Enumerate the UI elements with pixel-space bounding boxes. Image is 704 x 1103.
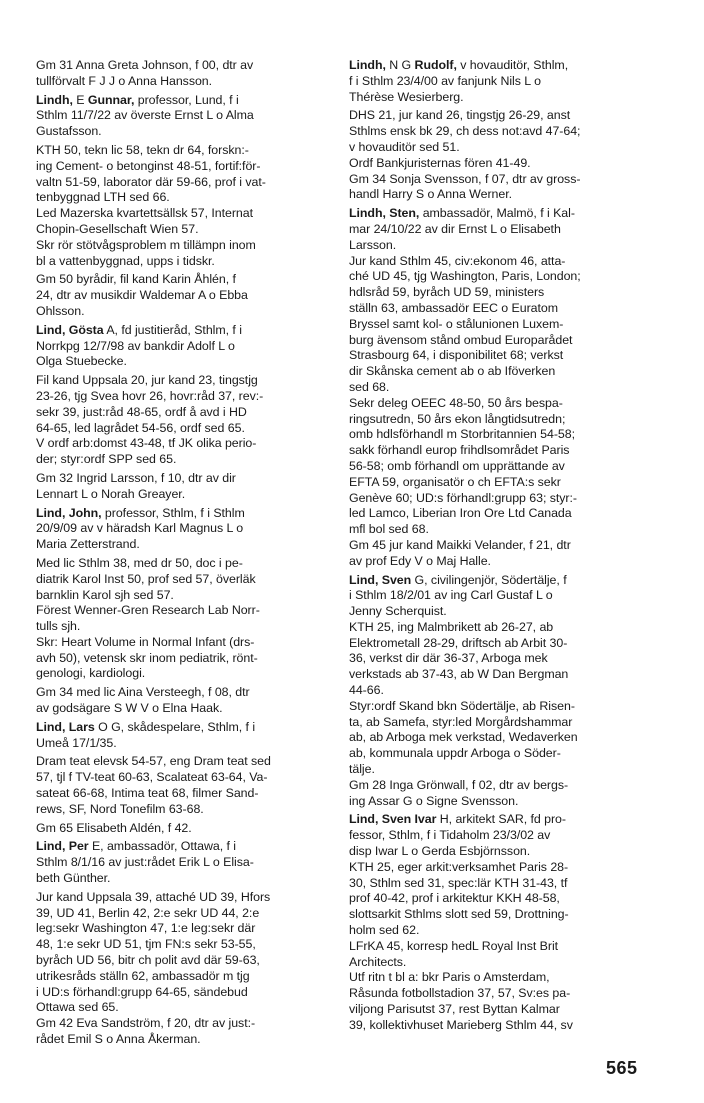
text-line	[349, 891, 645, 907]
text-line	[36, 906, 332, 922]
entry-text: Gm 50 byrådir, fil kand Karin Åhlén, f	[36, 272, 236, 287]
text-line	[36, 685, 332, 701]
text-line	[349, 172, 645, 188]
text-line	[349, 364, 645, 380]
text-line	[349, 844, 645, 860]
text-line	[36, 701, 332, 717]
entry-text: Dram teat elevsk 54-57, eng Dram teat sed	[36, 754, 271, 769]
entry-text: Jenny Scherquist.	[349, 604, 447, 619]
entry-text: Jur kand Sthlm 45, civ:ekonom 46, atta-	[349, 253, 566, 268]
entry-text: Lennart L o Norah Greayer.	[36, 486, 186, 501]
entry-text: av prof Edy V o Maj Halle.	[349, 553, 491, 568]
entry-text: Jur kand Uppsala 39, attaché UD 39, Hfors	[36, 889, 271, 904]
entry-text: EFTA 59, organisatör o ch EFTA:s sekr	[349, 474, 561, 489]
text-line	[349, 554, 645, 570]
text-line	[349, 491, 645, 507]
entry-text: professor, Sthlm, f i Sthlm	[101, 505, 245, 520]
text-line	[36, 506, 332, 522]
text-line	[36, 770, 332, 786]
text-line	[36, 108, 332, 124]
entry-text: mfl bol sed 68.	[349, 522, 429, 537]
text-line	[349, 683, 645, 699]
entry-text: Sthlm 8/1/16 av just:rådet Erik L o Elisa-	[36, 855, 254, 870]
text-line	[349, 667, 645, 683]
entry-text: ställn 63, ambassadör EEC o Euratom	[349, 300, 558, 315]
entry-text: f i Sthlm 23/4/00 av fanjunk Nils L o	[349, 73, 541, 88]
text-line	[349, 443, 645, 459]
entry-text: E, ambassadör, Ottawa, f i	[88, 839, 236, 854]
text-line	[36, 985, 332, 1001]
text-line	[36, 1016, 332, 1032]
entry-text: A, fd justitieråd, Sthlm, f i	[103, 322, 242, 337]
entry-text: Sekr deleg OEEC 48-50, 50 års bespa-	[349, 395, 563, 410]
text-line	[36, 487, 332, 503]
entry-text: i UD:s förhandl:grupp 64-65, sändebud	[36, 984, 248, 999]
entry-text: v hovauditör sed 51.	[349, 139, 460, 154]
text-line	[36, 471, 332, 487]
text-line	[349, 156, 645, 172]
entry-text: burg ävensom stånd ombud Europarådet	[349, 332, 573, 347]
entry-text: 39, kollektivhuset Marieberg Sthlm 44, sv	[349, 1017, 573, 1032]
entry-text: Skr rör stötvågsproblem m tillämpn inom	[36, 237, 256, 252]
entry-text: DHS 21, jur kand 26, tingstjg 26-29, anst	[349, 108, 571, 123]
page-number: 565	[606, 1058, 638, 1078]
text-line	[349, 187, 645, 203]
text-line	[36, 93, 332, 109]
text-line	[349, 522, 645, 538]
text-line	[349, 923, 645, 939]
entry-text: 23-26, tjg Svea hovr 26, hovr:råd 37, rev:-	[36, 388, 264, 403]
text-line	[349, 222, 645, 238]
entry-text: Chopin-Gesellschaft Wien 57.	[36, 221, 199, 236]
entry-text: utrikesråds ställn 62, ambassadör m tjg	[36, 968, 250, 983]
entry-text: tälje.	[349, 762, 375, 777]
entry-text: beth Günther.	[36, 871, 111, 886]
entry-text: Gm 28 Inga Grönwall, f 02, dtr av bergs-	[349, 777, 569, 792]
text-line	[349, 746, 645, 762]
entry-text: Umeå 17/1/35.	[36, 735, 117, 750]
entry-text: KTH 25, ing Malmbrikett ab 26-27, ab	[349, 619, 554, 634]
entry-text: genologi, kardiologi.	[36, 666, 146, 681]
text-line	[36, 937, 332, 953]
text-line	[36, 521, 332, 537]
entry-text: valtn 51-59, laborator där 59-66, prof i vat-	[36, 174, 266, 189]
entry-text: ta, ab Samefa, styr:led Morgårdshammar	[349, 714, 573, 729]
text-line	[349, 1002, 645, 1018]
entry-text: KTH 25, eger arkit:verksamhet Paris 28-	[349, 859, 569, 874]
entry-text: Råsunda fotbollstadion 37, 57, Sv:es pa-	[349, 986, 571, 1001]
entry-text: Gm 31 Anna Greta Johnson, f 00, dtr av	[36, 58, 254, 72]
entry-text: prof 40-42, prof i arkitektur KKH 48-58,	[349, 891, 560, 906]
entry-name: Lind, Per	[36, 839, 89, 854]
right-column	[349, 58, 645, 1034]
text-line	[349, 778, 645, 794]
entry-name: Lindh, Sten,	[349, 206, 420, 221]
text-line	[36, 222, 332, 238]
text-line	[349, 412, 645, 428]
text-line	[349, 74, 645, 90]
text-line	[349, 140, 645, 156]
entry-name: Lind, Sven Ivar	[349, 812, 437, 827]
text-line	[349, 124, 645, 140]
text-line	[36, 373, 332, 389]
text-line	[36, 272, 332, 288]
entry-text: v hovauditör, Sthlm,	[456, 58, 569, 72]
entry-text: sekr 39, just:råd 48-65, ordf å avd i HD	[36, 404, 247, 419]
text-line	[349, 333, 645, 349]
entry-text: dir Skånska cement ab o ab Iföverken	[349, 364, 556, 379]
text-line	[349, 475, 645, 491]
entry-text: viljong Parisutst 37, rest Byttan Kalmar	[349, 1002, 560, 1017]
text-line	[36, 143, 332, 159]
text-line	[36, 304, 332, 320]
text-line	[36, 354, 332, 370]
text-line	[349, 427, 645, 443]
entry-text: Gm 34 med lic Aina Versteegh, f 08, dtr	[36, 685, 250, 700]
text-line	[349, 812, 645, 828]
text-line	[349, 301, 645, 317]
text-line	[36, 323, 332, 339]
entry-text: der; styr:ordf SPP sed 65.	[36, 452, 177, 467]
entry-text: H, arkitekt SAR, fd pro-	[436, 812, 566, 827]
text-line	[349, 348, 645, 364]
text-line	[349, 573, 645, 589]
text-line	[349, 794, 645, 810]
text-line	[36, 238, 332, 254]
entry-text: 30, Sthlm sed 31, spec:lär KTH 31-43, tf	[349, 875, 568, 890]
text-line	[349, 876, 645, 892]
entry-text: Bryssel samt kol- o stålunionen Luxem-	[349, 316, 564, 331]
text-line	[349, 285, 645, 301]
text-line	[36, 190, 332, 206]
entry-text: tulls sjh.	[36, 619, 81, 634]
entry-text: 24, dtr av musikdir Waldemar A o Ebba	[36, 288, 248, 303]
text-line	[349, 986, 645, 1002]
entry-text: 36, verkst dir där 36-37, Arboga mek	[349, 651, 548, 666]
text-line	[36, 206, 332, 222]
entry-text: Elektrometall 28-29, driftsch ab Arbit 30-	[349, 635, 568, 650]
entry-text: 39, UD 41, Berlin 42, 2:e sekr UD 44, 2:e	[36, 905, 260, 920]
text-line	[36, 855, 332, 871]
entry-text: Strasbourg 64, i disponibilitet 68; verkst	[349, 348, 564, 363]
entry-text: barnklin Karol sjh sed 57.	[36, 587, 174, 602]
entry-text: sed 68.	[349, 379, 390, 394]
entry-text: ing Assar G o Signe Svensson.	[349, 793, 519, 808]
entry-text: sateat 66-68, Intima teat 68, filmer Sand-	[36, 786, 259, 801]
text-line	[349, 651, 645, 667]
text-line	[349, 238, 645, 254]
entry-text: Ohlsson.	[36, 303, 85, 318]
entry-text: 64-65, led lagrådet 54-56, ordf sed 65.	[36, 420, 245, 435]
entry-text: Med lic Sthlm 38, med dr 50, doc i pe-	[36, 555, 243, 570]
entry-text: Thérèse Wesierberg.	[349, 89, 464, 104]
text-line	[36, 890, 332, 906]
text-line	[36, 288, 332, 304]
text-line	[349, 762, 645, 778]
entry-text: 20/9/09 av v häradsh Karl Magnus L o	[36, 521, 244, 536]
entry-text: Förest Wenner-Gren Research Lab Norr-	[36, 603, 260, 618]
text-line	[36, 389, 332, 405]
text-line	[36, 436, 332, 452]
text-line	[349, 1018, 645, 1034]
text-line	[36, 58, 332, 74]
text-line	[349, 459, 645, 475]
text-line	[36, 405, 332, 421]
text-line	[349, 254, 645, 270]
text-line	[36, 254, 332, 270]
entry-text: 48, 1:e sekr UD 51, tjm FN:s sekr 53-55,	[36, 937, 256, 952]
entry-text: rådet Emil S o Anna Åkerman.	[36, 1032, 201, 1047]
entry-name: Lind, Lars	[36, 719, 95, 734]
text-line	[36, 802, 332, 818]
entry-text: byråch UD 56, bitr ch polit avd där 59-63,	[36, 953, 260, 968]
entry-text: ché UD 45, tjg Washington, Paris, London;	[349, 269, 581, 284]
entry-text: disp Iwar L o Gerda Esbjörnsson.	[349, 844, 531, 859]
entry-text: KTH 50, tekn lic 58, tekn dr 64, forskn:-	[36, 142, 249, 157]
entry-name: Gunnar,	[87, 92, 135, 107]
text-line	[349, 860, 645, 876]
entry-text: bl a vattenbyggnad, upps i tidskr.	[36, 253, 215, 268]
text-line	[36, 603, 332, 619]
entry-text: Fil kand Uppsala 20, jur kand 23, tingstjg	[36, 373, 258, 388]
entry-text: mar 24/10/22 av dir Ernst L o Elisabeth	[349, 221, 561, 236]
entry-text: Gm 42 Eva Sandström, f 20, dtr av just:-	[36, 1016, 256, 1031]
text-line	[349, 506, 645, 522]
entry-text: Sthlm 11/7/22 av överste Ernst L o Alma	[36, 108, 254, 123]
entry-text: i Sthlm 18/2/01 av ing Carl Gustaf L o	[349, 588, 553, 603]
entry-text: LFrKA 45, korresp hedL Royal Inst Brit	[349, 938, 559, 953]
text-line	[36, 736, 332, 752]
entry-text: omb hdlsförhandl m Storbritannien 54-58;	[349, 427, 575, 442]
entry-name: Lind, John,	[36, 505, 102, 520]
entry-text: E	[72, 92, 88, 107]
entry-text: led Lamco, Liberian Iron Ore Ltd Canada	[349, 506, 572, 521]
text-line	[36, 821, 332, 837]
text-line	[349, 317, 645, 333]
text-line	[36, 339, 332, 355]
left-column	[36, 58, 332, 1048]
entry-text: ab, kommunala uppdr Arboga o Söder-	[349, 746, 561, 761]
text-line	[36, 666, 332, 682]
text-line	[349, 269, 645, 285]
text-line	[349, 604, 645, 620]
text-line	[36, 74, 332, 90]
entry-text: holm sed 62.	[349, 923, 420, 938]
entry-text: Ottawa sed 65.	[36, 1000, 119, 1015]
text-line	[349, 380, 645, 396]
text-line	[349, 715, 645, 731]
entry-text: O G, skådespelare, Sthlm, f i	[94, 719, 256, 734]
entry-text: 57, tjl f TV-teat 60-63, Scalateat 63-64, Va-	[36, 770, 268, 785]
entry-name: Lind, Sven	[349, 572, 412, 587]
text-line	[349, 907, 645, 923]
entry-text: N G	[385, 58, 415, 72]
entry-text: fessor, Sthlm, f i Tidaholm 23/3/02 av	[349, 828, 551, 843]
entry-text: ringsutredn, 50 års ekon långtidsutredn;	[349, 411, 566, 426]
text-line	[36, 839, 332, 855]
entry-text: Gm 45 jur kand Maikki Velander, f 21, dtr	[349, 537, 571, 552]
text-line	[349, 620, 645, 636]
entry-text: verkstads ab 37-43, ab W Dan Bergman	[349, 667, 569, 682]
entry-text: 56-58; omb förhandl om upprättande av	[349, 458, 565, 473]
text-line	[349, 970, 645, 986]
text-line	[349, 538, 645, 554]
text-line	[349, 206, 645, 222]
text-line	[36, 720, 332, 736]
text-line	[36, 619, 332, 635]
entry-text: Larsson.	[349, 237, 397, 252]
entry-text: Sthlms ensk bk 29, ch dess not:avd 47-64;	[349, 124, 581, 139]
text-line	[349, 588, 645, 604]
text-line	[349, 730, 645, 746]
text-line	[36, 969, 332, 985]
text-line	[36, 421, 332, 437]
text-line	[349, 108, 645, 124]
entry-text: handl Harry S o Anna Werner.	[349, 187, 512, 202]
text-line	[36, 572, 332, 588]
entry-text: ing Cement- o betonginst 48-51, fortif:för-	[36, 158, 261, 173]
text-line	[36, 1000, 332, 1016]
text-line	[36, 175, 332, 191]
text-line	[349, 90, 645, 106]
text-line	[349, 636, 645, 652]
entry-name: Rudolf,	[414, 58, 457, 72]
entry-text: V ordf arb:domst 43-48, tf JK olika perio-	[36, 436, 257, 451]
entry-text: Gm 65 Elisabeth Aldén, f 42.	[36, 820, 192, 835]
text-line	[349, 699, 645, 715]
entry-text: diatrik Karol Inst 50, prof sed 57, överläk	[36, 571, 256, 586]
entry-text: hdlsråd 59, byråch UD 59, ministers	[349, 285, 545, 300]
entry-text: slottsarkit Sthlms slott sed 59, Drottning-	[349, 907, 569, 922]
text-line	[349, 396, 645, 412]
entry-text: Skr: Heart Volume in Normal Infant (drs-	[36, 634, 255, 649]
entry-text: Gm 32 Ingrid Larsson, f 10, dtr av dir	[36, 470, 236, 485]
text-line	[36, 754, 332, 770]
entry-text: ambassadör, Malmö, f i Kal-	[419, 206, 575, 221]
text-line	[36, 124, 332, 140]
entry-text: rews, SF, Nord Tonefilm 63-68.	[36, 801, 204, 816]
entry-text: leg:sekr Washington 47, 1:e leg:sekr där	[36, 921, 256, 936]
entry-text: professor, Lund, f i	[134, 92, 239, 107]
entry-text: 44-66.	[349, 683, 384, 698]
entry-name: Lind, Gösta	[36, 322, 104, 337]
entry-text: Norrkpg 12/7/98 av bankdir Adolf L o	[36, 338, 235, 353]
entry-text: av godsägare S W V o Elna Haak.	[36, 701, 223, 716]
text-line	[36, 556, 332, 572]
entry-text: Styr:ordf Skand bkn Södertälje, ab Risen-	[349, 698, 575, 713]
text-line	[36, 786, 332, 802]
entry-text: tullförvalt F J J o Anna Hansson.	[36, 73, 213, 88]
entry-text: Led Mazerska kvartettsällsk 57, Internat	[36, 206, 254, 221]
text-line	[36, 159, 332, 175]
text-line	[349, 58, 645, 74]
text-line	[349, 939, 645, 955]
entry-text: sakk förhandl europ frihdlsområdet Paris	[349, 443, 570, 458]
entry-text: Ordf Bankjuristernas fören 41-49.	[349, 155, 531, 170]
entry-text: tenbyggnad LTH sed 66.	[36, 190, 170, 205]
text-line	[36, 921, 332, 937]
entry-text: Genève 60; UD:s förhandl:grupp 63; styr:-	[349, 490, 577, 505]
entry-text: avh 50), vetensk skr inom pediatrik, rönt-	[36, 650, 258, 665]
text-line	[349, 828, 645, 844]
entry-name: Lindh,	[36, 92, 73, 107]
entry-text: Gm 34 Sonja Svensson, f 07, dtr av gross-	[349, 171, 581, 186]
text-line	[36, 588, 332, 604]
text-line	[36, 635, 332, 651]
entry-text: G, civilingenjör, Södertälje, f	[411, 572, 567, 587]
entry-text: Gustafsson.	[36, 124, 102, 139]
text-line	[36, 1032, 332, 1048]
entry-name: Lindh,	[349, 58, 386, 72]
text-line	[36, 651, 332, 667]
entry-text: Maria Zetterstrand.	[36, 537, 140, 552]
text-line	[36, 452, 332, 468]
text-line	[349, 955, 645, 971]
entry-text: Utf ritn t bl a: bkr Paris o Amsterdam,	[349, 970, 550, 985]
text-line	[36, 871, 332, 887]
entry-text: Architects.	[349, 954, 407, 969]
text-line	[36, 953, 332, 969]
entry-text: Olga Stuebecke.	[36, 354, 127, 369]
entry-text: ab, ab Arboga mek verkstad, Wedaverken	[349, 730, 578, 745]
text-line	[36, 537, 332, 553]
